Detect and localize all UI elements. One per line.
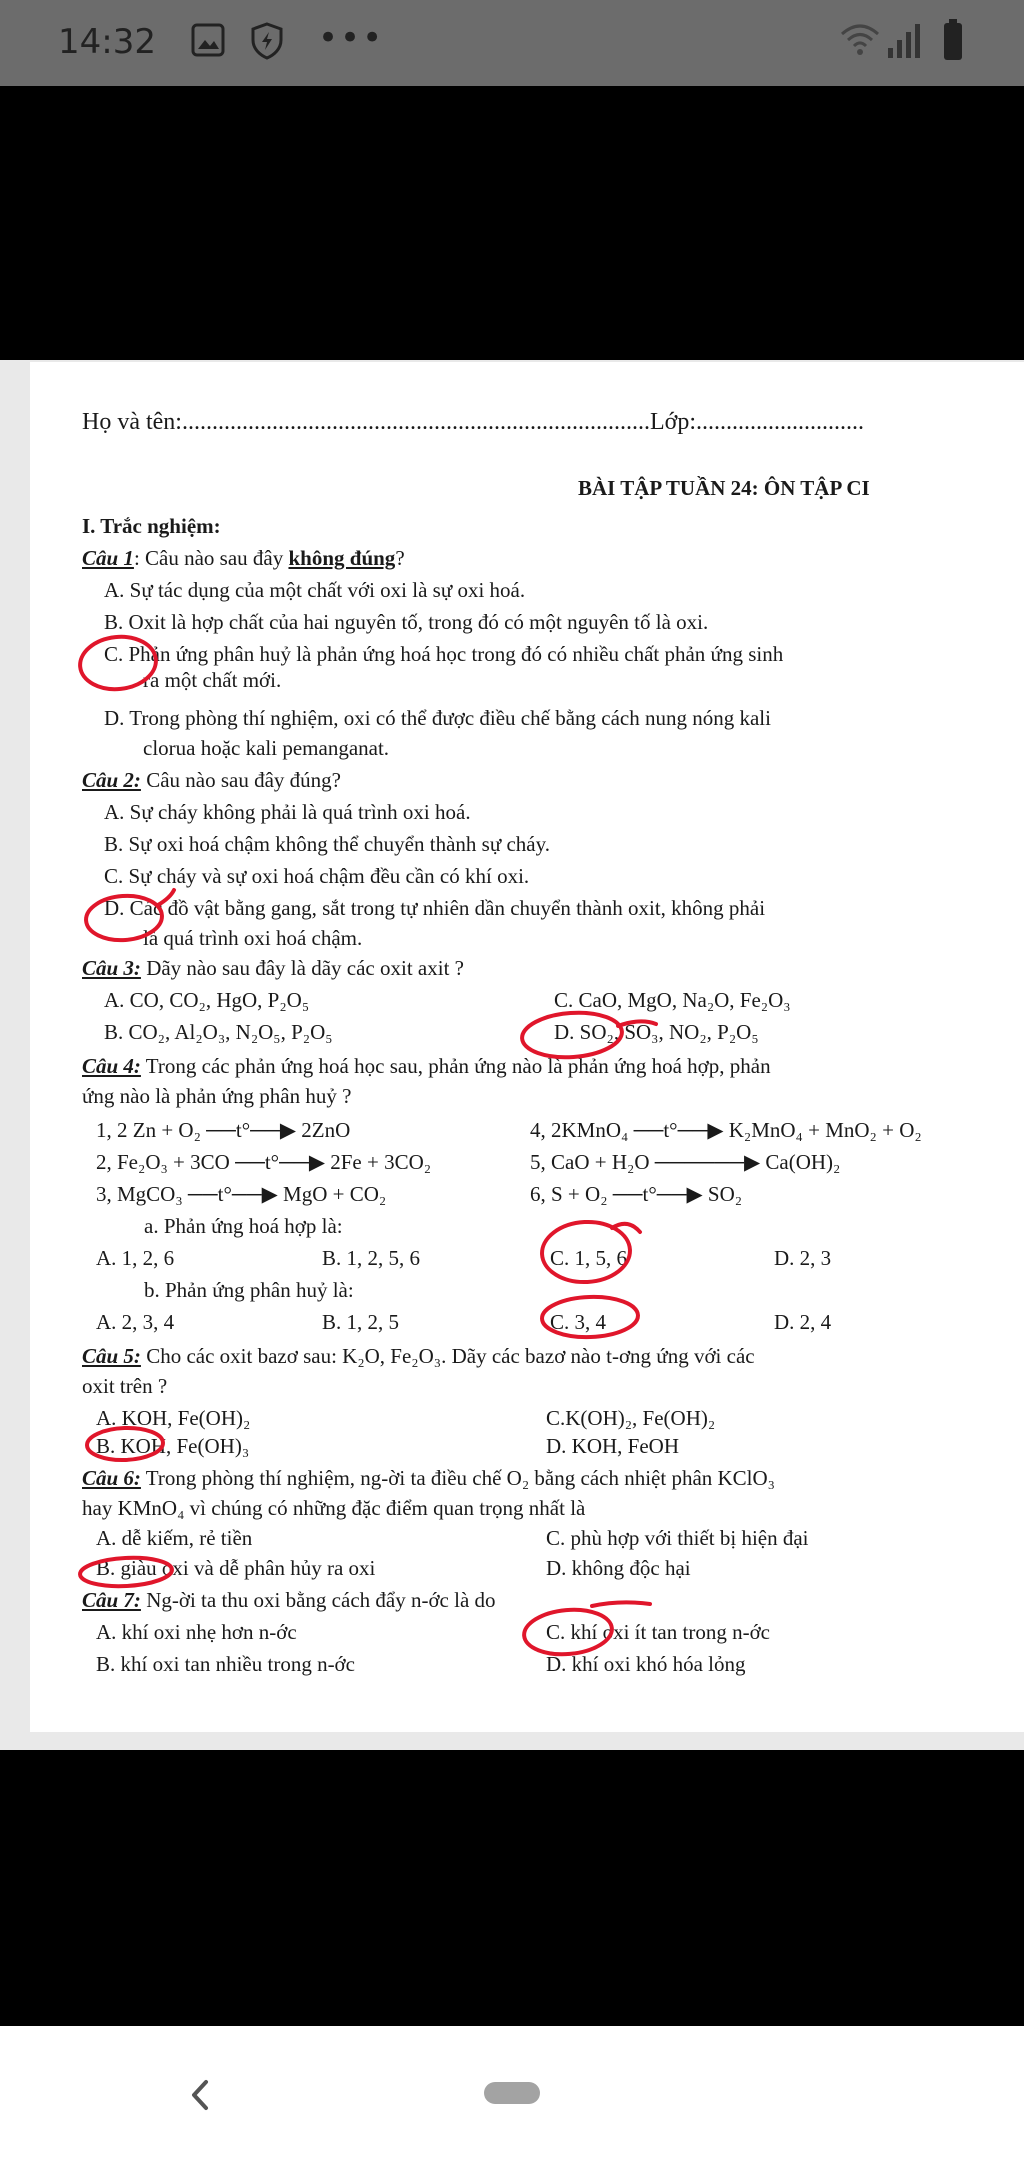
- q2-option-d-cont: là quá trình oxi hoá chậm.: [143, 926, 363, 950]
- question-7-text: Ng-ời ta thu oxi bằng cách đẩy n-ớc là do: [140, 1588, 496, 1612]
- question-4-label: Câu 4:: [82, 1054, 141, 1078]
- q7-option-c: C. khí oxi ít tan trong n-ớc: [546, 1620, 770, 1644]
- q4a-prompt: a. Phản ứng hoá hợp là:: [144, 1214, 343, 1238]
- q2-option-d: D. Các đồ vật bằng gang, sắt trong tự nhiên dần chuyển thành oxit, không phải: [104, 896, 766, 920]
- q6-option-a: A. dễ kiếm, rẻ tiền: [96, 1526, 253, 1550]
- q5-option-b: B. KOH, Fe(OH)₃: [96, 1434, 250, 1458]
- q2-option-c: C. Sự cháy và sự oxi hoá chậm đều cần có khí oxi.: [104, 864, 530, 888]
- q3-option-a: A. CO, CO₂, HgO, P₂O₅: [104, 988, 310, 1012]
- reaction-6: 6, S + O₂ ──t°──▶ SO₂: [530, 1182, 743, 1206]
- q1-option-d-cont: clorua hoặc kali pemanganat.: [143, 736, 390, 760]
- status-time: 14:32: [58, 22, 156, 62]
- q4a-option-b: B. 1, 2, 5, 6: [322, 1246, 421, 1270]
- q6-option-c: C. phù hợp với thiết bị hiện đại: [546, 1526, 809, 1550]
- question-1-end: ?: [395, 546, 405, 570]
- reaction-1: 1, 2 Zn + O₂ ──t°──▶ 2ZnO: [96, 1118, 351, 1142]
- q1-option-c-cont: ra một chất mới.: [143, 668, 282, 692]
- q2-option-a: A. Sự cháy không phải là quá trình oxi hoá.: [104, 800, 471, 824]
- worksheet-page: [30, 362, 1024, 1732]
- q3-option-b: B. CO₂, Al₂O₃, N₂O₅, P₂O₅: [104, 1020, 333, 1044]
- page-title: BÀI TẬP TUẦN 24: ÔN TẬP CI: [578, 476, 870, 500]
- question-5-label: Câu 5:: [82, 1344, 141, 1368]
- shield-icon: [250, 22, 284, 65]
- q6-option-d: D. không độc hại: [546, 1556, 691, 1580]
- reaction-4: 4, 2KMnO₄ ──t°──▶ K₂MnO₄ + MnO₂ + O₂: [530, 1118, 922, 1142]
- question-7: [82, 1588, 496, 1612]
- section-heading: I. Trắc nghiệm:: [82, 514, 221, 538]
- question-6-text: Trong phòng thí nghiệm, ng-ời ta điều chế O₂ bằng cách nhiệt phân KClO₃: [140, 1466, 776, 1490]
- question-3-label: Câu 3:: [82, 956, 141, 980]
- q5-option-d: D. KOH, FeOH: [546, 1434, 679, 1458]
- question-1-emphasis: không đúng: [288, 546, 396, 570]
- reaction-3: 3, MgCO₃ ──t°──▶ MgO + CO₂: [96, 1182, 387, 1206]
- q3-option-d: D. SO₂, SO₃, NO₂, P₂O₅: [554, 1020, 759, 1044]
- student-info-line: Họ và tên:..............................................................................Lớp:............................: [82, 409, 864, 435]
- q7-option-a: A. khí oxi nhẹ hơn n-ớc: [96, 1620, 297, 1644]
- reaction-2: 2, Fe₂O₃ + 3CO ──t°──▶ 2Fe + 3CO₂: [96, 1150, 432, 1174]
- q4b-option-b: B. 1, 2, 5: [322, 1310, 400, 1334]
- q4b-option-a: A. 2, 3, 4: [96, 1310, 175, 1334]
- q1-option-a: A. Sự tác dụng của một chất với oxi là sự oxi hoá.: [104, 578, 526, 602]
- q7-option-b: B. khí oxi tan nhiều trong n-ớc: [96, 1652, 355, 1676]
- status-bar: [0, 0, 1024, 86]
- question-1-label: Câu 1: [82, 546, 134, 570]
- question-4: [82, 1054, 771, 1078]
- q5-option-a: A. KOH, Fe(OH)₂: [96, 1406, 251, 1430]
- question-1: [82, 546, 405, 570]
- q1-option-b: B. Oxit là hợp chất của hai nguyên tố, trong đó có một nguyên tố là oxi.: [104, 610, 709, 634]
- q4a-option-d: D. 2, 3: [774, 1246, 832, 1270]
- q1-option-c: C. Phản ứng phân huỷ là phản ứng hoá học trong đó có nhiều chất phản ứng sinh: [104, 642, 784, 666]
- question-1-text: : Câu nào sau đây: [133, 546, 289, 570]
- q5-option-c: C.K(OH)₂, Fe(OH)₂: [546, 1406, 716, 1430]
- question-6-text-cont: hay KMnO₄ vì chúng có những đặc điểm quan trọng nhất là: [82, 1496, 586, 1520]
- question-3-text: Dãy nào sau đây là dãy các oxit axit ?: [140, 956, 464, 980]
- question-4-text-cont: ứng nào là phản ứng phân huỷ ?: [82, 1084, 352, 1108]
- q4a-option-c: C. 1, 5, 6: [550, 1246, 628, 1270]
- question-2: [82, 768, 341, 792]
- q2-option-b: B. Sự oxi hoá chậm không thể chuyển thành sự cháy.: [104, 832, 550, 856]
- question-6-label: Câu 6:: [82, 1466, 141, 1490]
- q7-option-d: D. khí oxi khó hóa lỏng: [546, 1652, 746, 1676]
- question-2-label: Câu 2:: [82, 768, 141, 792]
- reaction-5: 5, CaO + H₂O ──────▶ Ca(OH)₂: [530, 1150, 841, 1174]
- question-7-label: Câu 7:: [82, 1588, 141, 1612]
- q1-option-d: D. Trong phòng thí nghiệm, oxi có thể được điều chế bằng cách nung nóng kali: [104, 706, 771, 730]
- q3-option-c: C. CaO, MgO, Na₂O, Fe₂O₃: [554, 988, 791, 1012]
- q4b-option-d: D. 2, 4: [774, 1310, 832, 1334]
- home-pill-icon[interactable]: [484, 2082, 540, 2104]
- q4a-option-a: A. 1, 2, 6: [96, 1246, 175, 1270]
- q4b-option-c: C. 3, 4: [550, 1310, 607, 1334]
- back-icon[interactable]: [182, 2072, 218, 2118]
- image-icon: [190, 22, 226, 63]
- battery-icon: [942, 18, 964, 67]
- question-2-text: Câu nào sau đây đúng?: [140, 768, 341, 792]
- q4b-prompt: b. Phản ứng phân huỷ là:: [144, 1278, 354, 1302]
- top-letterbox: [0, 86, 1024, 360]
- question-5: [82, 1344, 755, 1368]
- wifi-icon: [840, 20, 880, 65]
- q6-option-b: B. giàu oxi và dễ phân hủy ra oxi: [96, 1556, 376, 1580]
- question-5-text: Cho các oxit bazơ sau: K₂O, Fe₂O₃. Dãy các bazơ nào t-ơng ứng với các: [140, 1344, 755, 1368]
- more-icon: •••: [318, 18, 385, 58]
- question-4-text: Trong các phản ứng hoá học sau, phản ứng nào là phản ứng hoá hợp, phản: [140, 1054, 771, 1078]
- question-5-text-cont: oxit trên ?: [82, 1374, 168, 1398]
- question-3: [82, 956, 464, 980]
- bottom-letterbox: [0, 1750, 1024, 2026]
- question-6: [82, 1466, 775, 1490]
- signal-icon: [884, 20, 924, 65]
